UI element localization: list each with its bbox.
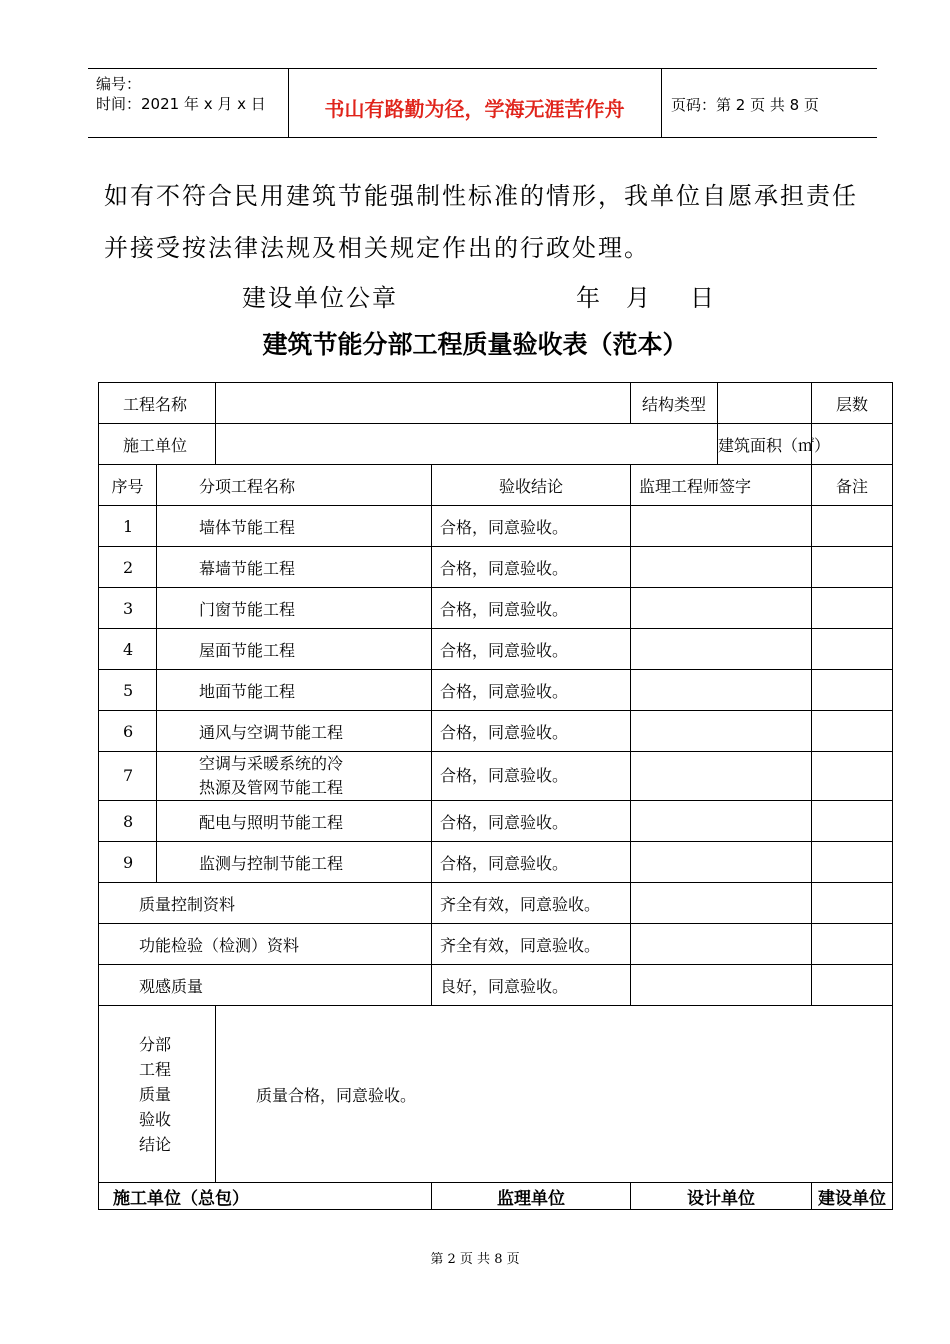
intro-line-1: 如有不符合民用建筑节能强制性标准的情形，我单位自愿承担责任 bbox=[104, 182, 858, 210]
summary-row bbox=[99, 924, 893, 965]
final-conclusion-row bbox=[99, 1006, 893, 1183]
engineer-signature-field[interactable] bbox=[631, 883, 812, 924]
row-seq: 6 bbox=[99, 711, 157, 752]
row-item-name: 门窗节能工程 bbox=[157, 588, 432, 629]
floors-label: 层数 bbox=[836, 394, 869, 414]
row-seq: 8 bbox=[99, 801, 157, 842]
remark-field[interactable] bbox=[812, 801, 893, 842]
summary-conclusion: 齐全有效，同意验收。 bbox=[432, 883, 631, 924]
row-conclusion: 合格，同意验收。 bbox=[432, 801, 631, 842]
table-row bbox=[99, 506, 893, 547]
engineer-signature-field[interactable] bbox=[631, 670, 812, 711]
row-item-name-line-1: 空调与采暖系统的冷 bbox=[199, 754, 344, 773]
remark-field[interactable] bbox=[812, 842, 893, 883]
header-page-cell bbox=[661, 69, 877, 137]
engineer-signature-field[interactable] bbox=[631, 924, 812, 965]
summary-label: 质量控制资料 bbox=[99, 883, 432, 924]
row-item-name: 幕墙节能工程 bbox=[157, 547, 432, 588]
table-row bbox=[99, 752, 893, 801]
floors-cell bbox=[812, 383, 893, 424]
signatory-designer: 设计单位 bbox=[631, 1183, 812, 1210]
page-footer: 第 2 页 共 8 页 bbox=[430, 1252, 520, 1267]
col-conclusion: 验收结论 bbox=[432, 465, 631, 506]
signatory-supervisor: 监理单位 bbox=[432, 1183, 631, 1210]
row-conclusion: 合格，同意验收。 bbox=[432, 588, 631, 629]
remark-field[interactable] bbox=[812, 965, 893, 1006]
remark-field[interactable] bbox=[812, 506, 893, 547]
header-meta-cell bbox=[88, 69, 289, 137]
remark-field[interactable] bbox=[812, 752, 893, 801]
table-row bbox=[99, 629, 893, 670]
project-name-label: 工程名称 bbox=[99, 383, 216, 424]
row-seq: 9 bbox=[99, 842, 157, 883]
row-item-name-line-2: 热源及管网节能工程 bbox=[199, 778, 344, 797]
remark-field[interactable] bbox=[812, 670, 893, 711]
project-name-field[interactable] bbox=[216, 383, 631, 424]
row-item-name: 地面节能工程 bbox=[157, 670, 432, 711]
summary-label: 功能检验（检测）资料 bbox=[99, 924, 432, 965]
engineer-signature-field[interactable] bbox=[631, 801, 812, 842]
row-item-name: 墙体节能工程 bbox=[157, 506, 432, 547]
table-row bbox=[99, 547, 893, 588]
column-header-row bbox=[99, 465, 893, 506]
contractor-field[interactable] bbox=[216, 424, 718, 465]
row-item-name: 监测与控制节能工程 bbox=[157, 842, 432, 883]
final-label-line: 质量 bbox=[139, 1084, 172, 1104]
remark-field[interactable] bbox=[812, 711, 893, 752]
engineer-signature-field[interactable] bbox=[631, 547, 812, 588]
seal-label: 建设单位公章 bbox=[242, 284, 398, 312]
acceptance-table bbox=[98, 382, 893, 1210]
summary-label: 观感质量 bbox=[99, 965, 432, 1006]
remark-field[interactable] bbox=[812, 883, 893, 924]
row-conclusion: 合格，同意验收。 bbox=[432, 629, 631, 670]
engineer-signature-field[interactable] bbox=[631, 629, 812, 670]
row-item-name: 配电与照明节能工程 bbox=[157, 801, 432, 842]
table-row bbox=[99, 670, 893, 711]
engineer-signature-field[interactable] bbox=[631, 965, 812, 1006]
motto: 书山有路勤为径，学海无涯苦作舟 bbox=[324, 97, 625, 121]
row-conclusion: 合格，同意验收。 bbox=[432, 547, 631, 588]
summary-row bbox=[99, 965, 893, 1006]
row-item-name: 通风与空调节能工程 bbox=[157, 711, 432, 752]
final-label-line: 工程 bbox=[139, 1059, 172, 1079]
col-item: 分项工程名称 bbox=[157, 465, 432, 506]
row-conclusion: 合格，同意验收。 bbox=[432, 711, 631, 752]
final-label-line: 分部 bbox=[139, 1034, 172, 1054]
engineer-signature-field[interactable] bbox=[631, 711, 812, 752]
col-engineer: 监理工程师签字 bbox=[631, 465, 812, 506]
header-motto-cell bbox=[288, 69, 662, 137]
row-seq: 1 bbox=[99, 506, 157, 547]
row-item-name: 屋面节能工程 bbox=[157, 629, 432, 670]
final-label-line: 结论 bbox=[139, 1134, 172, 1154]
summary-row bbox=[99, 883, 893, 924]
table-row bbox=[99, 842, 893, 883]
row-conclusion: 合格，同意验收。 bbox=[432, 670, 631, 711]
row-conclusion: 合格，同意验收。 bbox=[432, 842, 631, 883]
remark-field[interactable] bbox=[812, 547, 893, 588]
page-header bbox=[88, 68, 877, 138]
row-seq: 3 bbox=[99, 588, 157, 629]
table-row bbox=[99, 801, 893, 842]
table-row bbox=[99, 588, 893, 629]
seal-month: 月 bbox=[626, 284, 650, 312]
seal-year: 年 bbox=[576, 284, 600, 312]
final-conclusion-label bbox=[99, 1006, 216, 1183]
row-item-name bbox=[157, 752, 432, 801]
area-label: 建筑面积（㎡） bbox=[718, 424, 812, 465]
signatory-contractor: 施工单位（总包） bbox=[99, 1183, 432, 1210]
contractor-label: 施工单位 bbox=[99, 424, 216, 465]
seal-day: 日 bbox=[690, 284, 714, 312]
contractor-row bbox=[99, 424, 893, 465]
engineer-signature-field[interactable] bbox=[631, 506, 812, 547]
final-label-line: 验收 bbox=[139, 1109, 172, 1129]
remark-field[interactable] bbox=[812, 588, 893, 629]
final-conclusion-text: 质量合格，同意验收。 bbox=[216, 1006, 893, 1183]
signatory-owner: 建设单位 bbox=[812, 1183, 893, 1210]
row-conclusion: 合格，同意验收。 bbox=[432, 506, 631, 547]
page-number-label: 页码：第 2 页 共 8 页 bbox=[671, 96, 819, 114]
number-label: 编号： bbox=[96, 75, 142, 93]
project-row bbox=[99, 383, 893, 424]
summary-conclusion: 齐全有效，同意验收。 bbox=[432, 924, 631, 965]
engineer-signature-field[interactable] bbox=[631, 752, 812, 801]
row-seq: 4 bbox=[99, 629, 157, 670]
intro-line-2: 并接受按法律法规及相关规定作出的行政处理。 bbox=[104, 234, 650, 262]
row-conclusion: 合格，同意验收。 bbox=[432, 752, 631, 801]
document-title: 建筑节能分部工程质量验收表（范本） bbox=[262, 330, 688, 359]
structure-type-label: 结构类型 bbox=[631, 383, 718, 424]
col-remark: 备注 bbox=[812, 465, 893, 506]
structure-type-field[interactable] bbox=[718, 383, 812, 424]
row-seq: 2 bbox=[99, 547, 157, 588]
signatory-row bbox=[99, 1183, 893, 1210]
engineer-signature-field[interactable] bbox=[631, 588, 812, 629]
summary-conclusion: 良好，同意验收。 bbox=[432, 965, 631, 1006]
time-label: 时间：2021 年 x 月 x 日 bbox=[96, 95, 266, 113]
row-seq: 5 bbox=[99, 670, 157, 711]
row-seq: 7 bbox=[99, 752, 157, 801]
engineer-signature-field[interactable] bbox=[631, 842, 812, 883]
remark-field[interactable] bbox=[812, 629, 893, 670]
table-row bbox=[99, 711, 893, 752]
col-seq: 序号 bbox=[99, 465, 157, 506]
remark-field[interactable] bbox=[812, 924, 893, 965]
